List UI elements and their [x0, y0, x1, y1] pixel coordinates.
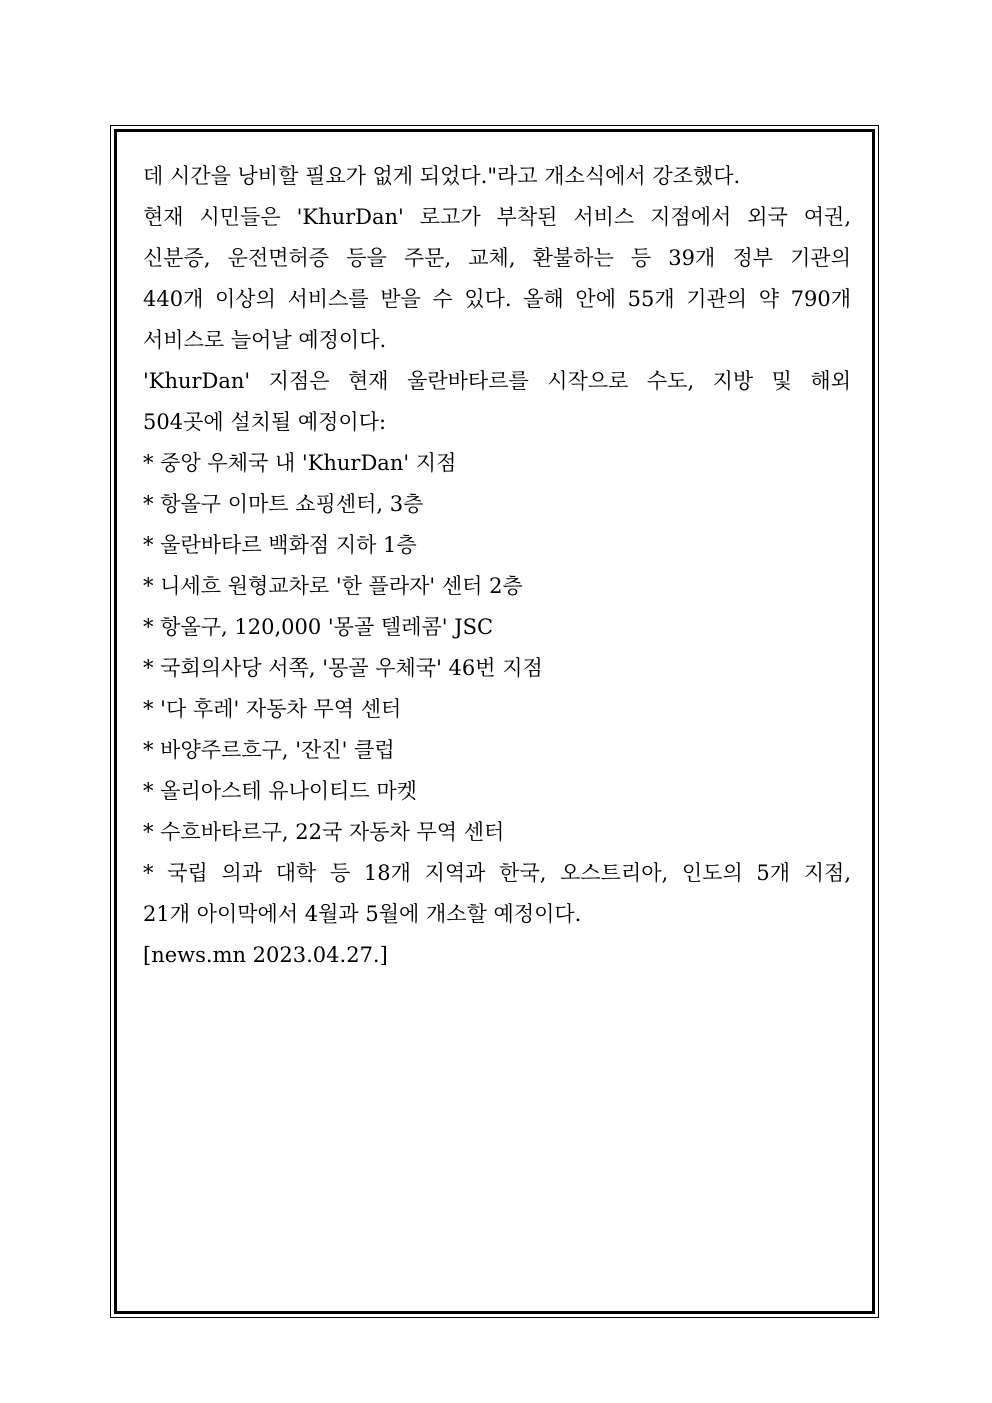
- list-item: * 항올구 이마트 쇼핑센터, 3층: [143, 492, 424, 516]
- list-item: * 수흐바타르구, 22국 자동차 무역 센터: [143, 820, 505, 844]
- text-line: 504곳에 설치될 예정이다:: [143, 410, 387, 434]
- list-item: * 니세흐 원형교차로 '한 플라자' 센터 2층: [143, 574, 523, 598]
- text-line: 데 시간을 낭비할 필요가 없게 되었다."라고 개소식에서 강조했다.: [143, 164, 741, 188]
- text-line: 서비스로 늘어날 예정이다.: [143, 328, 387, 352]
- list-item: * 중앙 우체국 내 'KhurDan' 지점: [143, 451, 457, 475]
- list-item: * 항올구, 120,000 '몽골 텔레콤' JSC: [143, 615, 494, 639]
- article-body: [143, 156, 851, 976]
- list-item: * 올리아스테 유나이티드 마켓: [143, 779, 417, 803]
- text-line: 21개 아이막에서 4월과 5월에 개소할 예정이다.: [143, 902, 582, 926]
- source-citation: [news.mn 2023.04.27.]: [143, 943, 388, 967]
- list-item: * 바양주르흐구, '잔진' 클럽: [143, 738, 395, 762]
- text-line: 신분증, 운전면허증 등을 주문, 교체, 환불하는 등 39개 정부 기관의: [143, 246, 851, 270]
- list-item: * 국립 의과 대학 등 18개 지역과 한국, 오스트리아, 인도의 5개 지점,: [143, 861, 851, 885]
- text-line: 현재 시민들은 'KhurDan' 로고가 부착된 서비스 지점에서 외국 여권,: [143, 205, 851, 229]
- list-item: * 국회의사당 서쪽, '몽골 우체국' 46번 지점: [143, 656, 543, 680]
- list-item: * '다 후레' 자동차 무역 센터: [143, 697, 402, 721]
- text-line: 440개 이상의 서비스를 받을 수 있다. 올해 안에 55개 기관의 약 790개: [143, 287, 851, 311]
- list-item: * 울란바타르 백화점 지하 1층: [143, 533, 417, 557]
- text-line: 'KhurDan' 지점은 현재 울란바타르를 시작으로 수도, 지방 및 해외: [143, 369, 851, 393]
